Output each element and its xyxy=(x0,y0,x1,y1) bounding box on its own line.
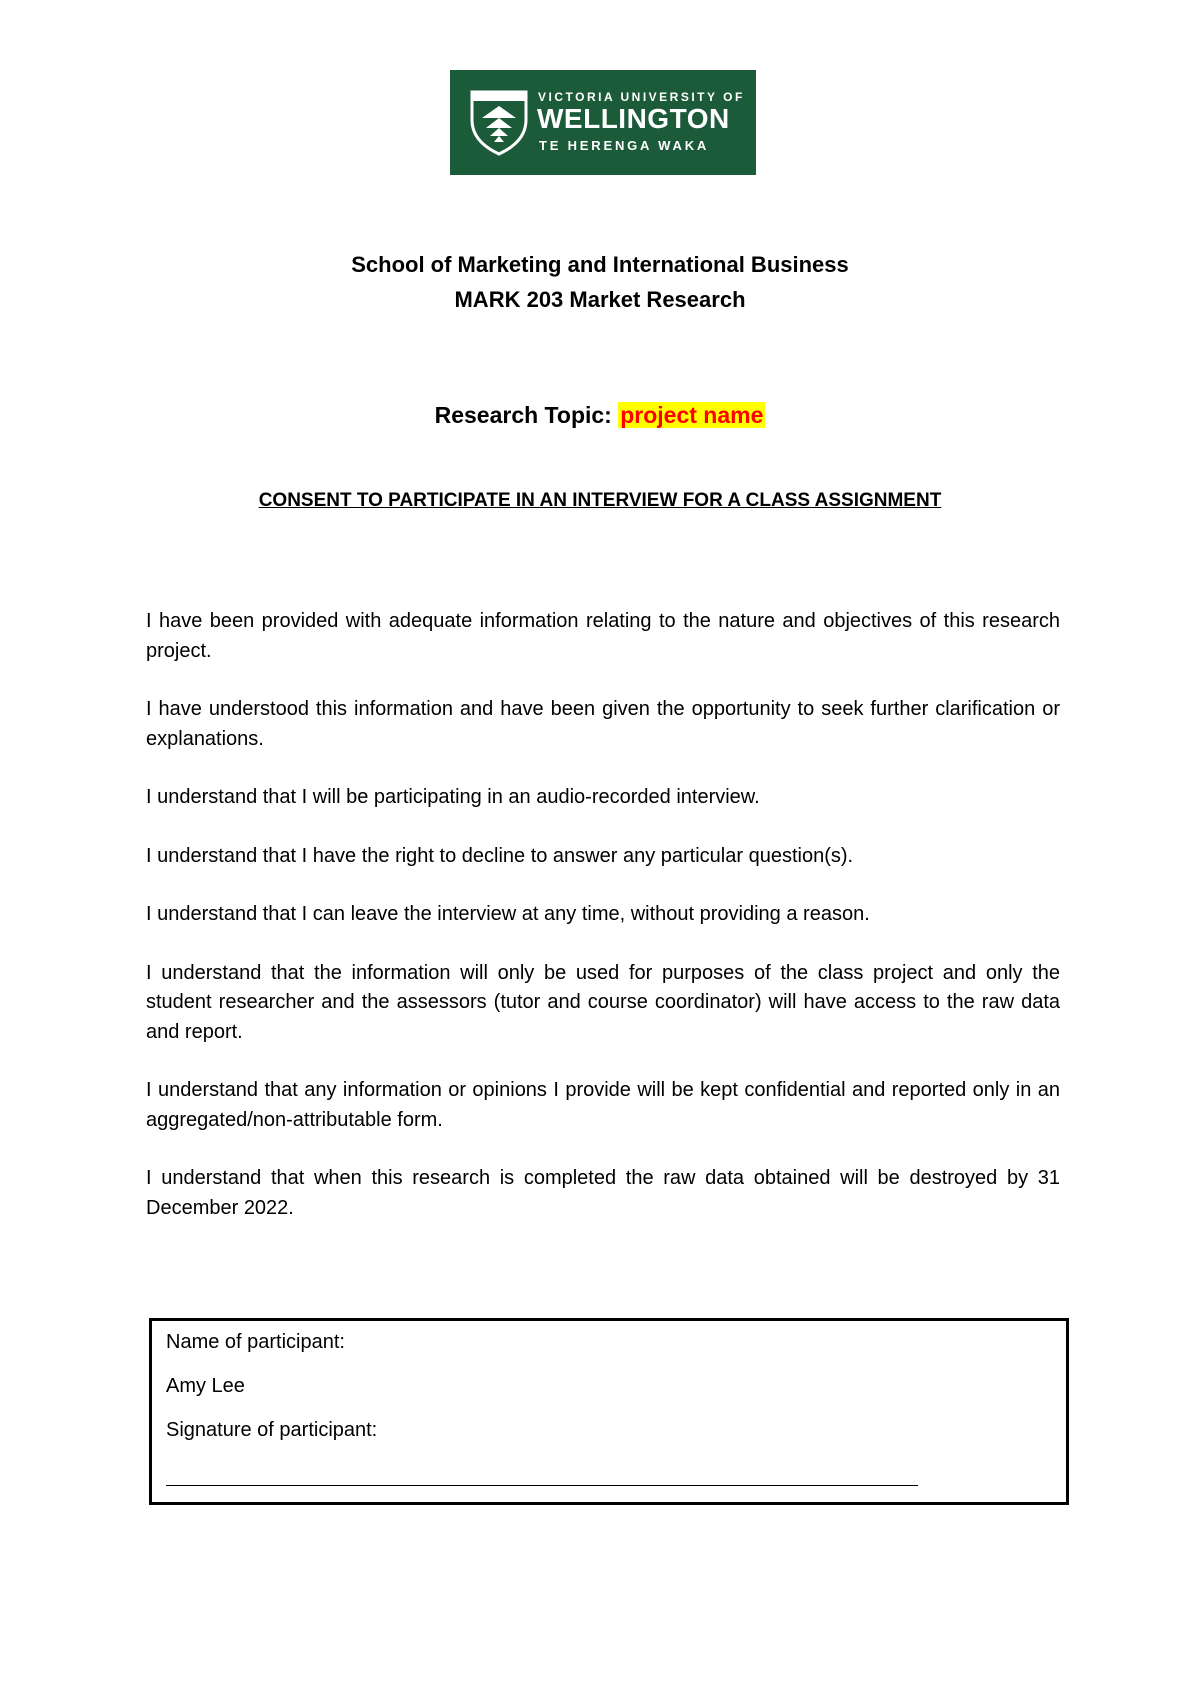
university-logo xyxy=(450,70,756,175)
consent-statements xyxy=(146,607,1060,1252)
name-value: Amy Lee xyxy=(166,1375,245,1397)
shield-icon xyxy=(470,90,528,156)
statement: I understand that the information will only be used for purposes of the class project and only the student researcher and the assessors (tutor and course coordinator) will have access to the raw data and report. xyxy=(146,961,1060,1043)
statement: I understand that I have the right to decline to answer any particular question(s). xyxy=(146,844,854,867)
name-label: Name of participant: xyxy=(166,1331,345,1353)
statement: I understand that I will be participating in an audio-recorded interview. xyxy=(146,786,760,808)
logo-line-1: VICTORIA UNIVERSITY OF xyxy=(538,90,745,104)
statement: I understand that any information or opinions I provide will be kept confidential and reported only in an aggregated/non-attributable form. xyxy=(146,1079,1060,1131)
participant-box xyxy=(149,1318,1069,1505)
logo-line-2: WELLINGTON xyxy=(537,103,730,134)
signature-label: Signature of participant: xyxy=(166,1419,378,1441)
statement: I have understood this information and have been given the opportunity to seek further clarification or explanations. xyxy=(146,698,1060,750)
research-topic xyxy=(0,402,1200,429)
school-name: School of Marketing and International Business xyxy=(351,252,849,277)
statement: I understand that when this research is completed the raw data obtained will be destroyed by 31 December 2022. xyxy=(146,1167,1060,1219)
research-topic-value: project name xyxy=(620,402,764,428)
statement: I understand that I can leave the interview at any time, without providing a reason. xyxy=(146,903,870,925)
consent-title: CONSENT TO PARTICIPATE IN AN INTERVIEW FOR A CLASS ASSIGNMENT xyxy=(258,490,942,511)
research-topic-label: Research Topic: xyxy=(434,402,619,428)
course-name: MARK 203 Market Research xyxy=(454,287,746,312)
signature-line xyxy=(166,1485,918,1486)
statement: I have been provided with adequate information relating to the nature and objectives of this research project. xyxy=(146,610,1060,662)
logo-line-3: TE HERENGA WAKA xyxy=(539,138,710,153)
